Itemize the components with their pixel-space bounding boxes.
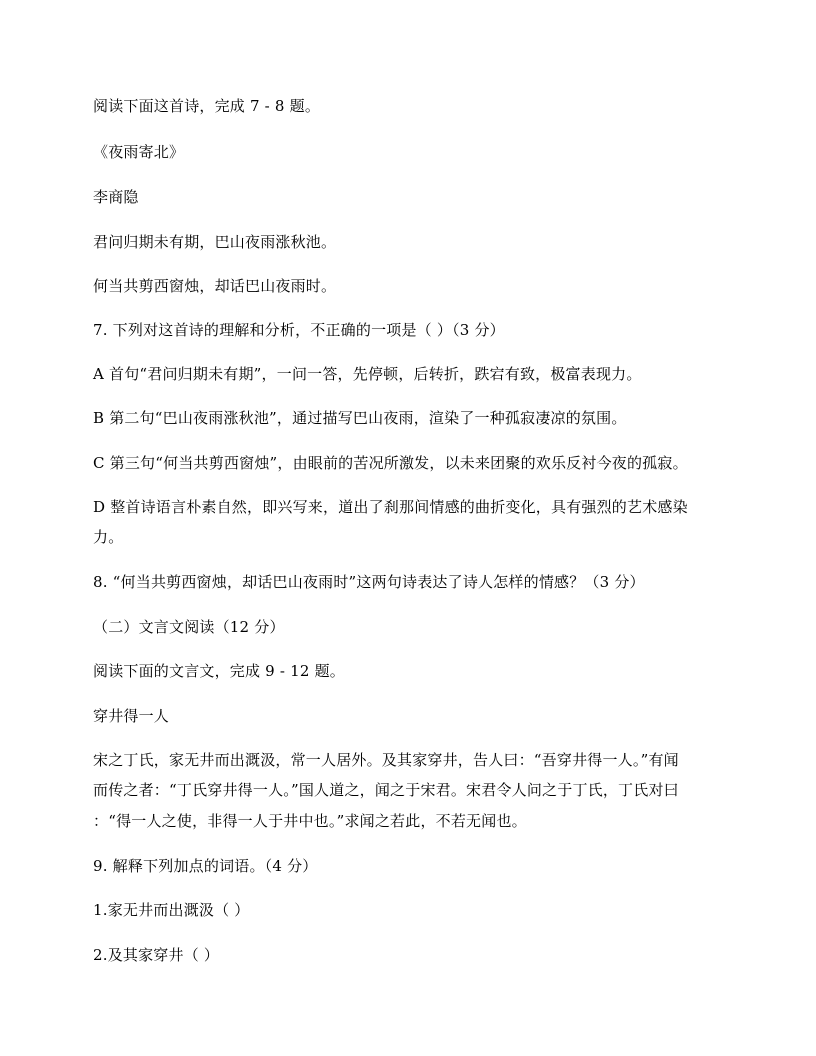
question-9: 9. 解释下列加点的词语。（4 分） — [93, 857, 318, 875]
question-9-item-2: 2.及其家穿井（ ） — [93, 946, 220, 964]
poem-line-2: 何当共剪西窗烛，却话巴山夜雨时。 — [93, 277, 337, 295]
option-b: B 第二句“巴山夜雨涨秋池”，通过描写巴山夜雨，渲染了一种孤寂凄凉的氛围。 — [93, 409, 627, 427]
option-a: A 首句“君问归期未有期”，一问一答，先停顿，后转折，跌宕有致，极富表现力。 — [93, 365, 642, 383]
option-d: D 整首诗语言朴素自然，即兴写来，道出了刹那间情感的曲折变化，具有强烈的艺术感染 — [93, 498, 688, 516]
question-7: 7. 下列对这首诗的理解和分析，不正确的一项是（ ）（3 分） — [93, 321, 505, 339]
section-heading: （二）文言文阅读（12 分） — [93, 618, 285, 636]
option-d-continued: 力。 — [93, 528, 124, 546]
poem-author: 李商隐 — [93, 188, 139, 206]
option-c: C 第三句“何当共剪西窗烛”，由眼前的苦况所激发，以未来团聚的欢乐反衬今夜的孤寂。 — [93, 454, 688, 472]
instruction-classical: 阅读下面的文言文，完成 9 - 12 题。 — [93, 662, 345, 680]
passage-line-2: 而传之者：“丁氏穿井得一人。”国人道之，闻之于宋君。宋君令人问之于丁氏，丁氏对曰 — [93, 781, 679, 799]
question-8: 8. “何当共剪西窗烛，却话巴山夜雨时”这两句诗表达了诗人怎样的情感？（3 分） — [93, 573, 645, 591]
question-9-item-1: 1.家无井而出溉汲（ ） — [93, 901, 250, 919]
passage-title: 穿井得一人 — [93, 707, 170, 725]
passage-line-3: ：“得一人之使，非得一人于井中也。”求闻之若此，不若无闻也。 — [93, 812, 527, 830]
poem-line-1: 君问归期未有期，巴山夜雨涨秋池。 — [93, 233, 337, 251]
instruction-poem: 阅读下面这首诗，完成 7 - 8 题。 — [93, 97, 321, 115]
poem-title: 《夜雨寄北》 — [93, 143, 185, 161]
passage-line-1: 宋之丁氏，家无井而出溉汲，常一人居外。及其家穿井，告人曰：“吾穿井得一人。”有闻 — [93, 751, 679, 769]
